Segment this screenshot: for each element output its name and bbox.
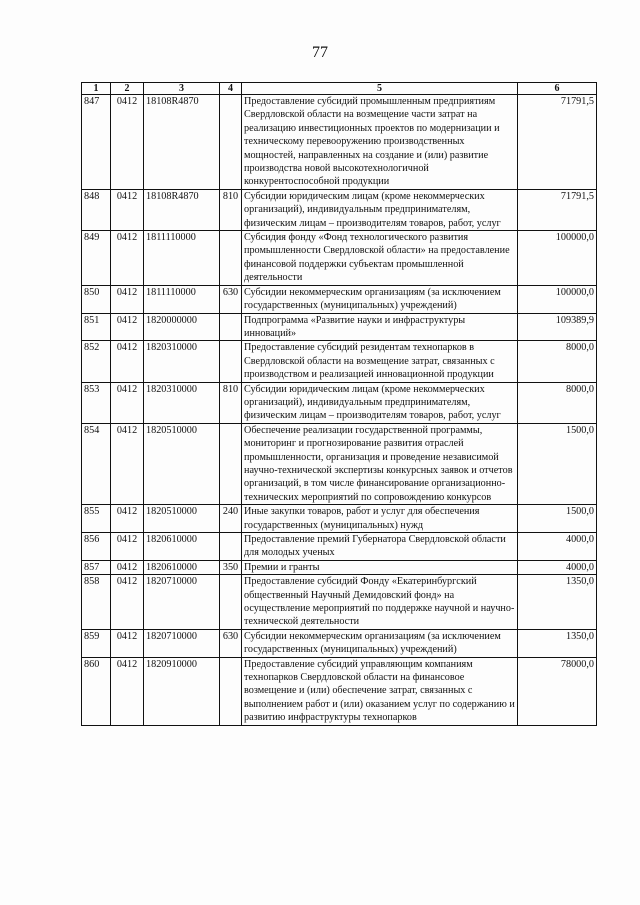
section-code-cell: 0412	[111, 313, 144, 341]
expense-type-code-cell: 810	[220, 382, 242, 423]
target-article-code-cell: 1811110000	[144, 285, 220, 313]
table-row	[82, 533, 597, 561]
section-code-cell: 0412	[111, 657, 144, 725]
target-article-code-cell: 1820310000	[144, 382, 220, 423]
column-header: 5	[242, 83, 518, 95]
section-code-cell: 0412	[111, 231, 144, 286]
table-row	[82, 341, 597, 382]
target-article-code-cell: 1820610000	[144, 533, 220, 561]
row-number-cell: 854	[82, 423, 111, 504]
section-code-cell: 0412	[111, 285, 144, 313]
item-name-cell: Предоставление премий Губернатора Свердловской области для молодых ученых	[242, 533, 518, 561]
amount-cell: 1500,0	[518, 505, 597, 533]
item-name-cell: Субсидия фонду «Фонд технологического развития промышленности Свердловской области» на предоставление финансовой поддержки субъектам промышленной деятельности	[242, 231, 518, 286]
item-name-cell: Предоставление субсидий управляющим компаниям технопарков Свердловской области на финансовое возмещение и (или) обеспечение затрат, связанных с выполнением работ и (или) оказанием услуг по содержанию и развитию инфраструктуры технопарков	[242, 657, 518, 725]
row-number-cell: 847	[82, 95, 111, 190]
amount-cell: 8000,0	[518, 382, 597, 423]
target-article-code-cell: 18108R4870	[144, 189, 220, 230]
expense-type-code-cell	[220, 231, 242, 286]
expense-type-code-cell	[220, 341, 242, 382]
item-name-cell: Подпрограмма «Развитие науки и инфраструктуры инноваций»	[242, 313, 518, 341]
section-code-cell: 0412	[111, 95, 144, 190]
amount-cell: 1500,0	[518, 423, 597, 504]
table-header-row	[82, 83, 597, 95]
item-name-cell: Предоставление субсидий промышленным предприятиям Свердловской области на возмещение части затрат на реализацию инвестиционных проектов по модернизации и техническому перевооружению производственных мощностей, направленных на создание и (или) развитие производства новой высокотехнологичной конкурентоспособной продукции	[242, 95, 518, 190]
table-row	[82, 285, 597, 313]
target-article-code-cell: 1820610000	[144, 560, 220, 574]
row-number-cell: 856	[82, 533, 111, 561]
item-name-cell: Предоставление субсидий Фонду «Екатеринбургский общественный Научный Демидовский фонд» на осуществление мероприятий по поддержке научной и научно-технической деятельности	[242, 575, 518, 630]
expense-type-code-cell: 630	[220, 629, 242, 657]
column-header: 4	[220, 83, 242, 95]
expense-type-code-cell: 810	[220, 189, 242, 230]
table-row	[82, 505, 597, 533]
target-article-code-cell: 1820510000	[144, 423, 220, 504]
table-row	[82, 189, 597, 230]
amount-cell: 1350,0	[518, 629, 597, 657]
row-number-cell: 857	[82, 560, 111, 574]
amount-cell: 109389,9	[518, 313, 597, 341]
amount-cell: 100000,0	[518, 285, 597, 313]
row-number-cell: 859	[82, 629, 111, 657]
table-row	[82, 657, 597, 725]
table-row	[82, 382, 597, 423]
amount-cell: 1350,0	[518, 575, 597, 630]
section-code-cell: 0412	[111, 533, 144, 561]
table-row	[82, 95, 597, 190]
item-name-cell: Субсидии некоммерческим организациям (за исключением государственных (муниципальных) учреждений)	[242, 285, 518, 313]
expense-type-code-cell: 240	[220, 505, 242, 533]
section-code-cell: 0412	[111, 629, 144, 657]
expense-type-code-cell	[220, 575, 242, 630]
expense-type-code-cell	[220, 423, 242, 504]
target-article-code-cell: 1811110000	[144, 231, 220, 286]
row-number-cell: 853	[82, 382, 111, 423]
row-number-cell: 849	[82, 231, 111, 286]
section-code-cell: 0412	[111, 341, 144, 382]
table-row	[82, 575, 597, 630]
row-number-cell: 848	[82, 189, 111, 230]
table-row	[82, 423, 597, 504]
expense-type-code-cell: 630	[220, 285, 242, 313]
target-article-code-cell: 1820000000	[144, 313, 220, 341]
item-name-cell: Предоставление субсидий резидентам технопарков в Свердловской области на возмещение затрат, связанных с производством и реализацией инновационной продукции	[242, 341, 518, 382]
target-article-code-cell: 1820510000	[144, 505, 220, 533]
target-article-code-cell: 1820710000	[144, 575, 220, 630]
row-number-cell: 852	[82, 341, 111, 382]
section-code-cell: 0412	[111, 560, 144, 574]
expense-type-code-cell	[220, 313, 242, 341]
amount-cell: 71791,5	[518, 95, 597, 190]
section-code-cell: 0412	[111, 423, 144, 504]
column-header: 6	[518, 83, 597, 95]
row-number-cell: 851	[82, 313, 111, 341]
item-name-cell: Обеспечение реализации государственной программы, мониторинг и прогнозирование развития отраслей промышленности, организация и проведение независимой научно-технической экспертизы конкурсных заявок и отчетов организаций, в том числе финансирование организационно-технических мероприятий по сопровождению конкурсов	[242, 423, 518, 504]
section-code-cell: 0412	[111, 505, 144, 533]
table-row	[82, 231, 597, 286]
target-article-code-cell: 1820910000	[144, 657, 220, 725]
section-code-cell: 0412	[111, 575, 144, 630]
item-name-cell: Иные закупки товаров, работ и услуг для обеспечения государственных (муниципальных) нужд	[242, 505, 518, 533]
amount-cell: 71791,5	[518, 189, 597, 230]
row-number-cell: 850	[82, 285, 111, 313]
expense-type-code-cell	[220, 657, 242, 725]
amount-cell: 78000,0	[518, 657, 597, 725]
item-name-cell: Субсидии юридическим лицам (кроме некоммерческих организаций), индивидуальным предпринимателям, физическим лицам – производителям товаров, работ, услуг	[242, 189, 518, 230]
table-row	[82, 560, 597, 574]
expense-type-code-cell: 350	[220, 560, 242, 574]
column-header: 1	[82, 83, 111, 95]
amount-cell: 100000,0	[518, 231, 597, 286]
column-header: 3	[144, 83, 220, 95]
page-number: 77	[312, 44, 328, 61]
budget-table	[81, 82, 597, 726]
column-header: 2	[111, 83, 144, 95]
section-code-cell: 0412	[111, 382, 144, 423]
row-number-cell: 855	[82, 505, 111, 533]
item-name-cell: Субсидии юридическим лицам (кроме некоммерческих организаций), индивидуальным предпринимателям, физическим лицам – производителям товаров, работ, услуг	[242, 382, 518, 423]
target-article-code-cell: 18108R4870	[144, 95, 220, 190]
expense-type-code-cell	[220, 95, 242, 190]
target-article-code-cell: 1820310000	[144, 341, 220, 382]
amount-cell: 8000,0	[518, 341, 597, 382]
target-article-code-cell: 1820710000	[144, 629, 220, 657]
row-number-cell: 858	[82, 575, 111, 630]
amount-cell: 4000,0	[518, 560, 597, 574]
table-row	[82, 629, 597, 657]
amount-cell: 4000,0	[518, 533, 597, 561]
item-name-cell: Премии и гранты	[242, 560, 518, 574]
row-number-cell: 860	[82, 657, 111, 725]
item-name-cell: Субсидии некоммерческим организациям (за исключением государственных (муниципальных) учреждений)	[242, 629, 518, 657]
table-row	[82, 313, 597, 341]
expense-type-code-cell	[220, 533, 242, 561]
section-code-cell: 0412	[111, 189, 144, 230]
